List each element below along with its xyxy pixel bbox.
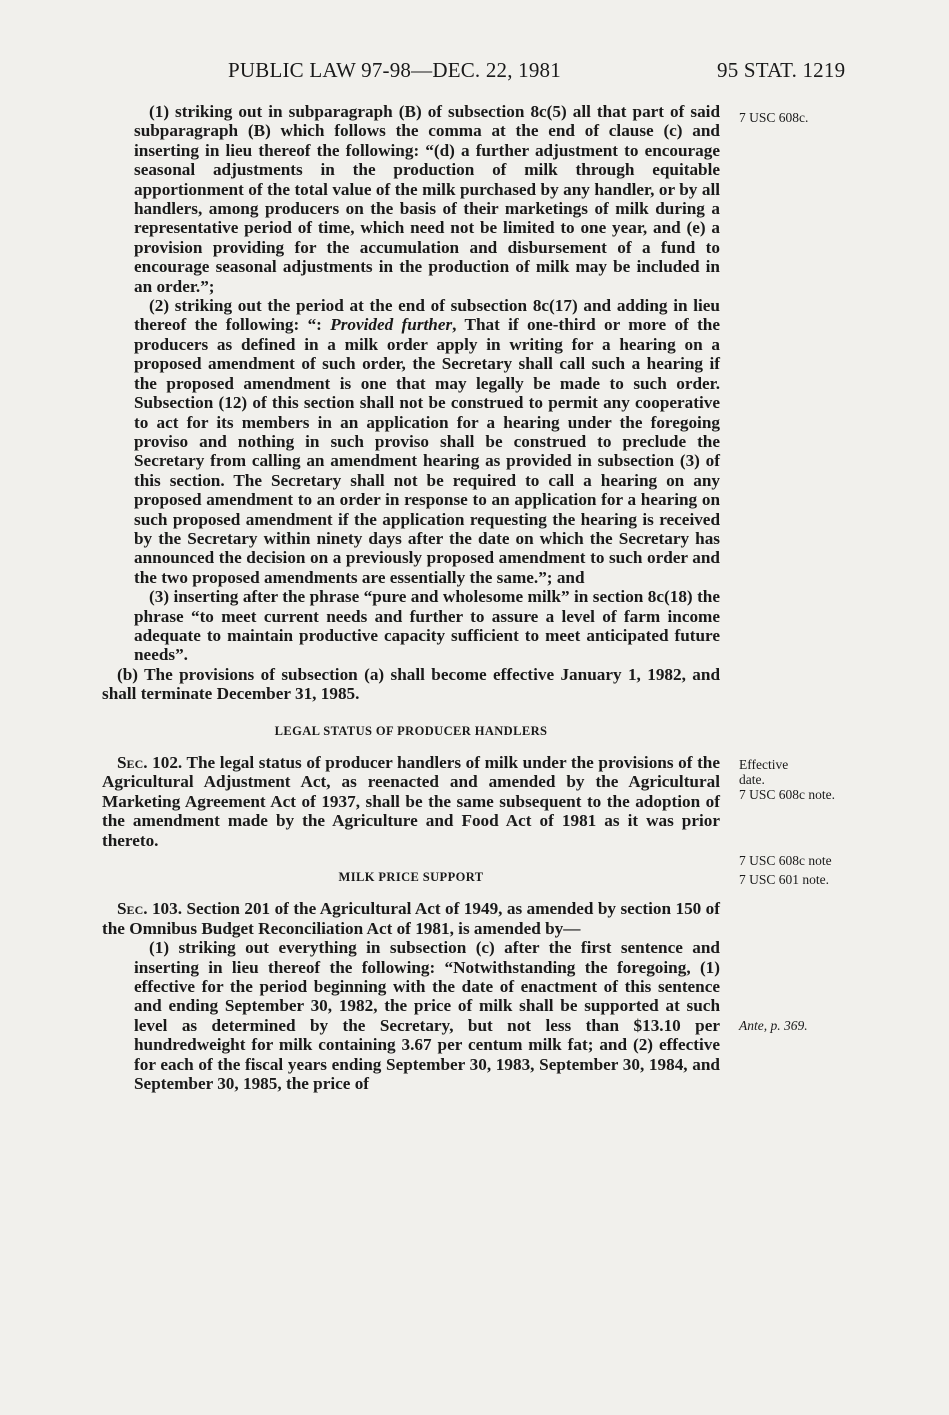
item-1: (1) striking out in subparagraph (B) of subsection 8c(5) all that part of said subparagraph (B) which follows the comma at the end of clause (c) and inserting in lieu thereof the following: “(d) a further adjustment to encourage seasonal adjustments in the production of milk through equitable apportionment of the total value of the milk purchased by any handler, or by all handlers, among producers on the basis of their marketings of milk during a representative period of time, which need not be limited to one year, and (e) a provision providing for the accumulation and disbursement of a fund to encourage seasonal adjustments in the production of milk may be included in an order.”; [134,102,720,296]
margin-note-date: date. [739,772,765,787]
item-2: (2) striking out the period at the end of subsection 8c(17) and adding in lieu thereof the following: “: Provided further, That if one-third or more of the producers as defined in a milk order apply in writing for a hearing on a proposed amendment of such order, the Secretary shall call such a hearing if the proposed amendment is one that may legally be made to such order. Subsection (12) of this section shall not be construed to permit any cooperative to act for its members in an application for a hearing under the foregoing proviso and nothing in such proviso shall be construed to preclude the Secretary from calling an amendment hearing as provided in subsection (3) of this section. The Secretary shall not be required to call a hearing on any proposed amendment to an order in response to an application for a hearing on such proposed amendment if the application requesting the hearing is received by the Secretary within ninety days after the date on which the Secretary has announced the decision on a previously proposed amendment to such order and the two proposed amendments are essentially the same.”; and [134,296,720,587]
heading-legal-status: LEGAL STATUS OF PRODUCER HANDLERS [274,723,548,738]
section-102: Sec. 102. The legal status of producer handlers of milk under the provisions of the Agricultural Adjustment Act, as reenacted and amended by the Agricultural Marketing Agreement Act of 1937, shall be the same subsequent to the adoption of the amendment made by the Agriculture and Food Act of 1981 as it was prior thereto. [102,753,720,850]
item-3: (3) inserting after the phrase “pure and wholesome milk” in section 8c(18) the phrase “to meet current needs and further to assure a level of farm income adequate to maintain productive capacity sufficient to meet anticipated future needs”. [134,587,720,665]
margin-note-ante: Ante, p. 369. [739,1018,808,1033]
section-103: Sec. 103. Section 201 of the Agricultural Act of 1949, as amended by section 150 of the Omnibus Budget Reconciliation Act of 1981, is amended by— [102,899,721,938]
page-header [0,58,949,88]
paragraph-b: (b) The provisions of subsection (a) shall become effective January 1, 1982, and shall terminate December 31, 1985. [102,664,720,704]
running-head-title: PUBLIC LAW 97-98—DEC. 22, 1981 [228,58,561,82]
section-103-item-1: (1) striking out everything in subsection (c) after the first sentence and inserting in lieu thereof the following: “Notwithstanding the foregoing, (1) effective for the period beginning with the date of enactment of this sentence and ending September 30, 1982, the price of milk shall be supported at such level as determined by the Secretary, but not less than $13.10 per hundredweight for milk containing 3.67 per centum milk fat; and (2) effective for each of the fiscal years ending September 30, 1983, September 30, 1984, and September 30, 1985, the price of [134,938,720,1094]
margin-note-608c-note-sec102: 7 USC 608c note [739,853,832,868]
margin-note-7usc608c: 7 USC 608c. [739,110,809,125]
margin-note-601-note: 7 USC 601 note. [739,872,830,887]
heading-milk-price-support: MILK PRICE SUPPORT [338,870,484,885]
margin-note-effective: Effective [739,757,789,772]
margin-note-7usc608c-note: 7 USC 608c note. [739,787,835,802]
main-text [102,102,720,1094]
statute-page-number: 95 STAT. 1219 [717,58,846,82]
